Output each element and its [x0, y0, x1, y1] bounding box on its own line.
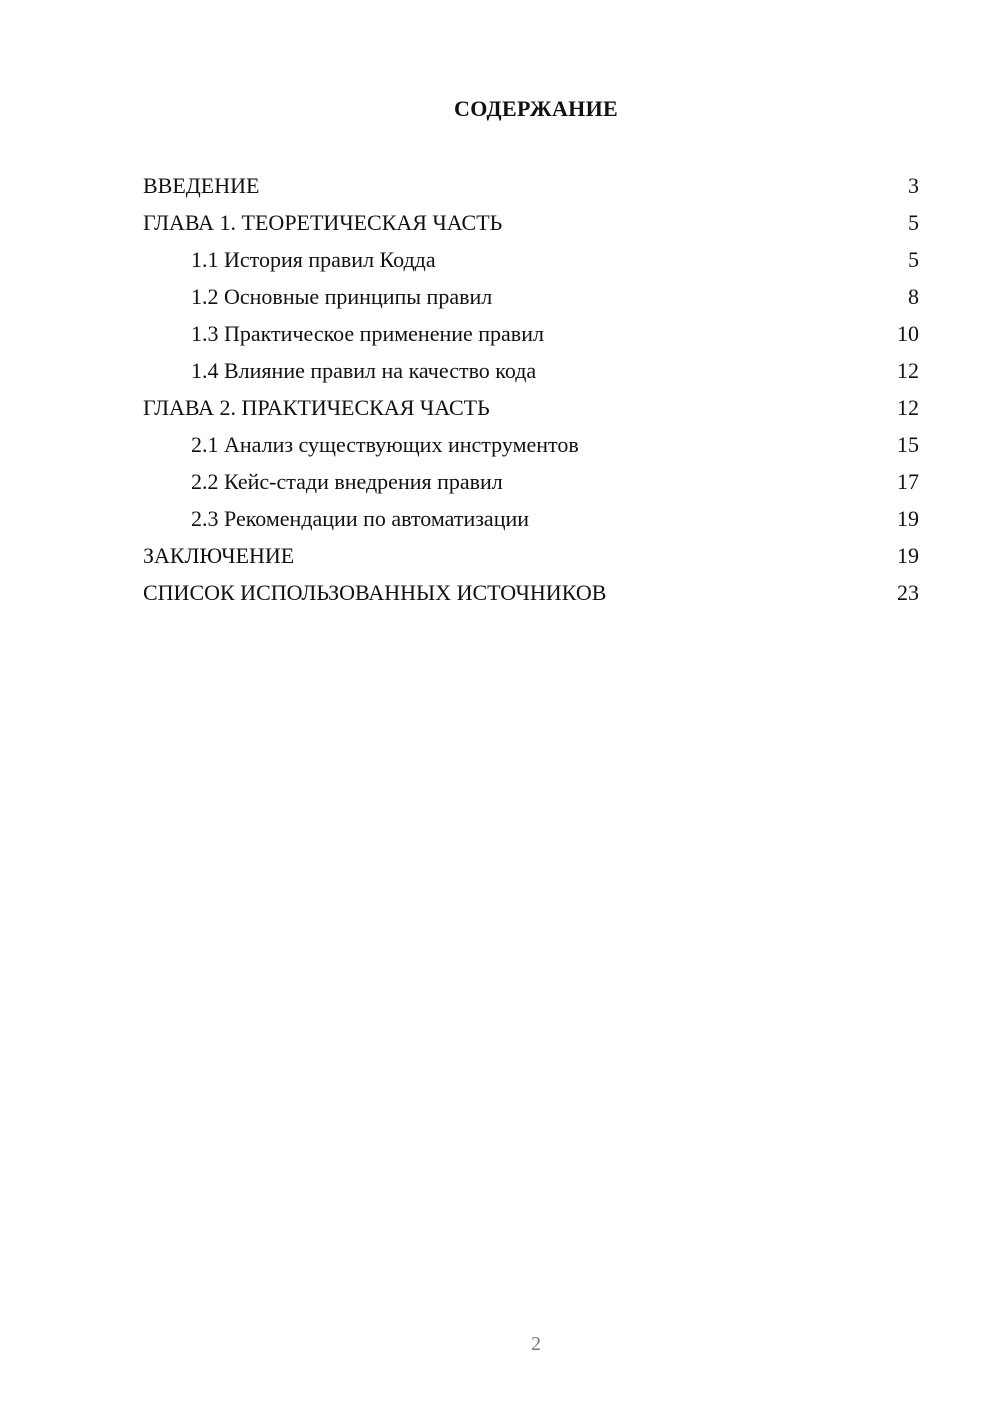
toc-entry-page: 8 — [908, 284, 919, 309]
toc-entry — [143, 574, 919, 611]
toc-list — [143, 167, 919, 611]
toc-entry-label: СПИСОК ИСПОЛЬЗОВАННЫХ ИСТОЧНИКОВ — [143, 580, 607, 605]
toc-entry-page: 15 — [897, 432, 919, 457]
toc-subentry — [143, 352, 919, 389]
toc-entry-page: 17 — [897, 469, 919, 494]
toc-subentry — [143, 315, 919, 352]
toc-entry-label: 2.3 Рекомендации по автоматизации — [191, 506, 530, 531]
toc-entry-page: 5 — [908, 210, 919, 235]
toc-entry-page: 10 — [897, 321, 919, 346]
toc-subentry — [143, 241, 919, 278]
toc-entry — [143, 204, 919, 241]
toc-subentry — [143, 426, 919, 463]
toc-entry-label: 1.2 Основные принципы правил — [191, 284, 493, 309]
toc-entry-label: ЗАКЛЮЧЕНИЕ — [143, 543, 295, 568]
toc-entry-page: 19 — [897, 506, 919, 531]
toc-entry-label: ГЛАВА 1. ТЕОРЕТИЧЕСКАЯ ЧАСТЬ — [143, 210, 503, 235]
toc-entry-label: ВВЕДЕНИЕ — [143, 173, 260, 198]
toc-entry-page: 12 — [897, 395, 919, 420]
toc-entry-label: 2.2 Кейс-стади внедрения правил — [191, 469, 503, 494]
toc-subentry — [143, 278, 919, 315]
page-number: 2 — [531, 1333, 541, 1355]
toc-entry — [143, 389, 919, 426]
toc-entry-label: 1.3 Практическое применение правил — [191, 321, 544, 346]
toc-entry — [143, 537, 919, 574]
toc-entry-page: 19 — [897, 543, 919, 568]
toc-entry-page: 23 — [897, 580, 919, 605]
toc-entry-page: 3 — [908, 173, 919, 198]
toc-subentry — [143, 500, 919, 537]
toc-entry-page: 5 — [908, 247, 919, 272]
toc-entry-label: 1.1 История правил Кодда — [191, 247, 436, 272]
toc-entry-label: ГЛАВА 2. ПРАКТИЧЕСКАЯ ЧАСТЬ — [143, 395, 490, 420]
toc-entry-label: 1.4 Влияние правил на качество кода — [191, 358, 537, 383]
toc-entry-label: 2.1 Анализ существующих инструментов — [191, 432, 579, 457]
toc-entry — [143, 167, 919, 204]
toc-subentry — [143, 463, 919, 500]
toc-entry-page: 12 — [897, 358, 919, 383]
toc-title: СОДЕРЖАНИЕ — [454, 96, 618, 121]
